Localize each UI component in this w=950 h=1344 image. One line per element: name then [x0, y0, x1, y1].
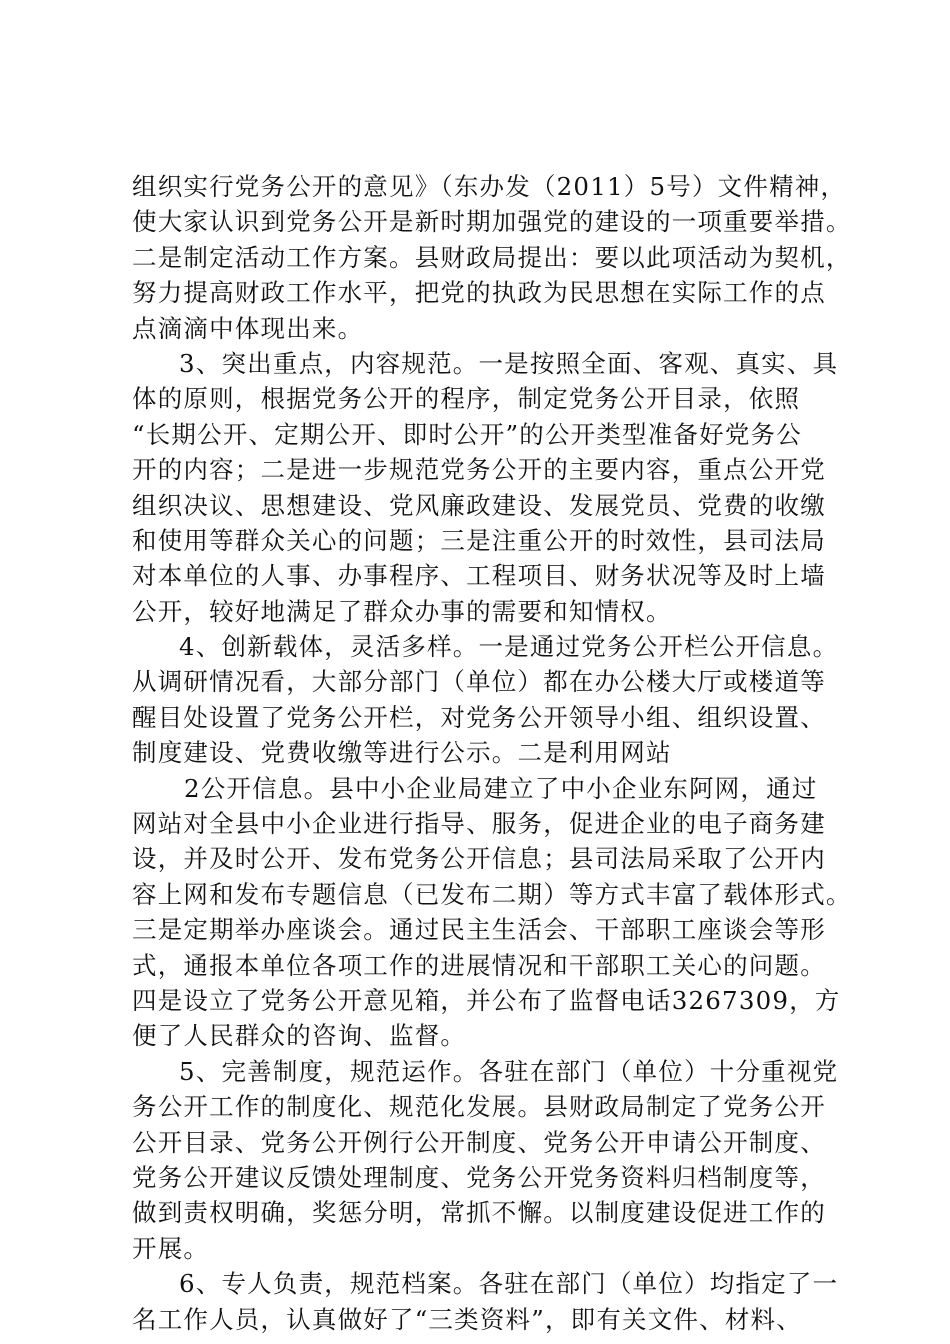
- text-line: 从调研情况看，大部分部门（单位）都在办公楼大厅或楼道等: [132, 667, 826, 697]
- text-line: 组织决议、思想建设、党风廉政建设、发展党员、党费的收缴: [132, 490, 826, 520]
- text-line: 务公开工作的制度化、规范化发展。县财政局制定了党务公开: [132, 1092, 826, 1122]
- paragraph-start-line: 3、突出重点，内容规范。一是按照全面、客观、真实、具: [179, 348, 839, 378]
- text-line: 式，通报本单位各项工作的进展情况和干部职工关心的问题。: [132, 950, 826, 980]
- text-line: 制度建设、党费收缴等进行公示。二是利用网站: [132, 738, 672, 768]
- text-line: 设，并及时公开、发布党务公开信息；县司法局采取了公开内: [132, 844, 826, 874]
- text-line: 便了人民群众的咨询、监督。: [132, 1021, 467, 1051]
- text-line: 开展。: [132, 1233, 210, 1263]
- paragraph-start-line: 5、完善制度，规范运作。各驻在部门（单位）十分重视党: [179, 1056, 839, 1086]
- text-line: 做到责权明确，奖惩分明，常抓不懈。以制度建设促进工作的: [132, 1198, 826, 1228]
- text-line: 醒目处设置了党务公开栏，对党务公开领导小组、组织设置、: [132, 702, 826, 732]
- text-line: 公开目录、党务公开例行公开制度、党务公开申请公开制度、: [132, 1127, 826, 1157]
- paragraph-start-line: 6、专人负责，规范档案。各驻在部门（单位）均指定了一: [179, 1269, 839, 1299]
- text-line: 网站对全县中小企业进行指导、服务，促进企业的电子商务建: [132, 809, 826, 839]
- text-line: 二是制定活动工作方案。县财政局提出：要以此项活动为契机，: [132, 242, 852, 272]
- text-line: 党务公开建议反馈处理制度、党务公开党务资料归档制度等，: [132, 1162, 826, 1192]
- text-line: 组织实行党务公开的意见》（东办发（2011）5号）文件精神，: [132, 172, 847, 201]
- text-line: 公开，较好地满足了群众办事的需要和知情权。: [132, 596, 672, 626]
- text-line: 三是定期举办座谈会。通过民主生活会、干部职工座谈会等形: [132, 915, 826, 945]
- paragraph-start-line: 4、创新载体，灵活多样。一是通过党务公开栏公开信息。: [179, 632, 839, 662]
- text-line: 四是设立了党务公开意见箱，并公布了监督电话3267309，方: [132, 985, 841, 1015]
- paragraph-start-line: 2公开信息。县中小企业局建立了中小企业东阿网，通过: [184, 773, 818, 803]
- text-line: 努力提高财政工作水平，把党的执政为民思想在实际工作的点: [132, 278, 826, 308]
- text-line: “长期公开、定期公开、即时公开”的公开类型准备好党务公: [132, 419, 802, 449]
- text-line: 容上网和发布专题信息（已发布二期）等方式丰富了载体形式。: [132, 879, 852, 909]
- document-body: [132, 169, 852, 1337]
- text-line: 体的原则，根据党务公开的程序，制定党务公开目录，依照: [132, 384, 801, 414]
- text-line: 点滴滴中体现出来。: [132, 313, 364, 343]
- text-line: 开的内容；二是进一步规范党务公开的主要内容，重点公开党: [132, 455, 826, 485]
- text-line: 对本单位的人事、办事程序、工程项目、财务状况等及时上墙: [132, 561, 826, 591]
- text-line: 使大家认识到党务公开是新时期加强党的建设的一项重要举措。: [132, 207, 852, 237]
- text-line: 和使用等群众关心的问题；三是注重公开的时效性，县司法局: [132, 525, 826, 555]
- text-line: 名工作人员，认真做好了“三类资料”，即有关文件、材料、: [132, 1304, 802, 1334]
